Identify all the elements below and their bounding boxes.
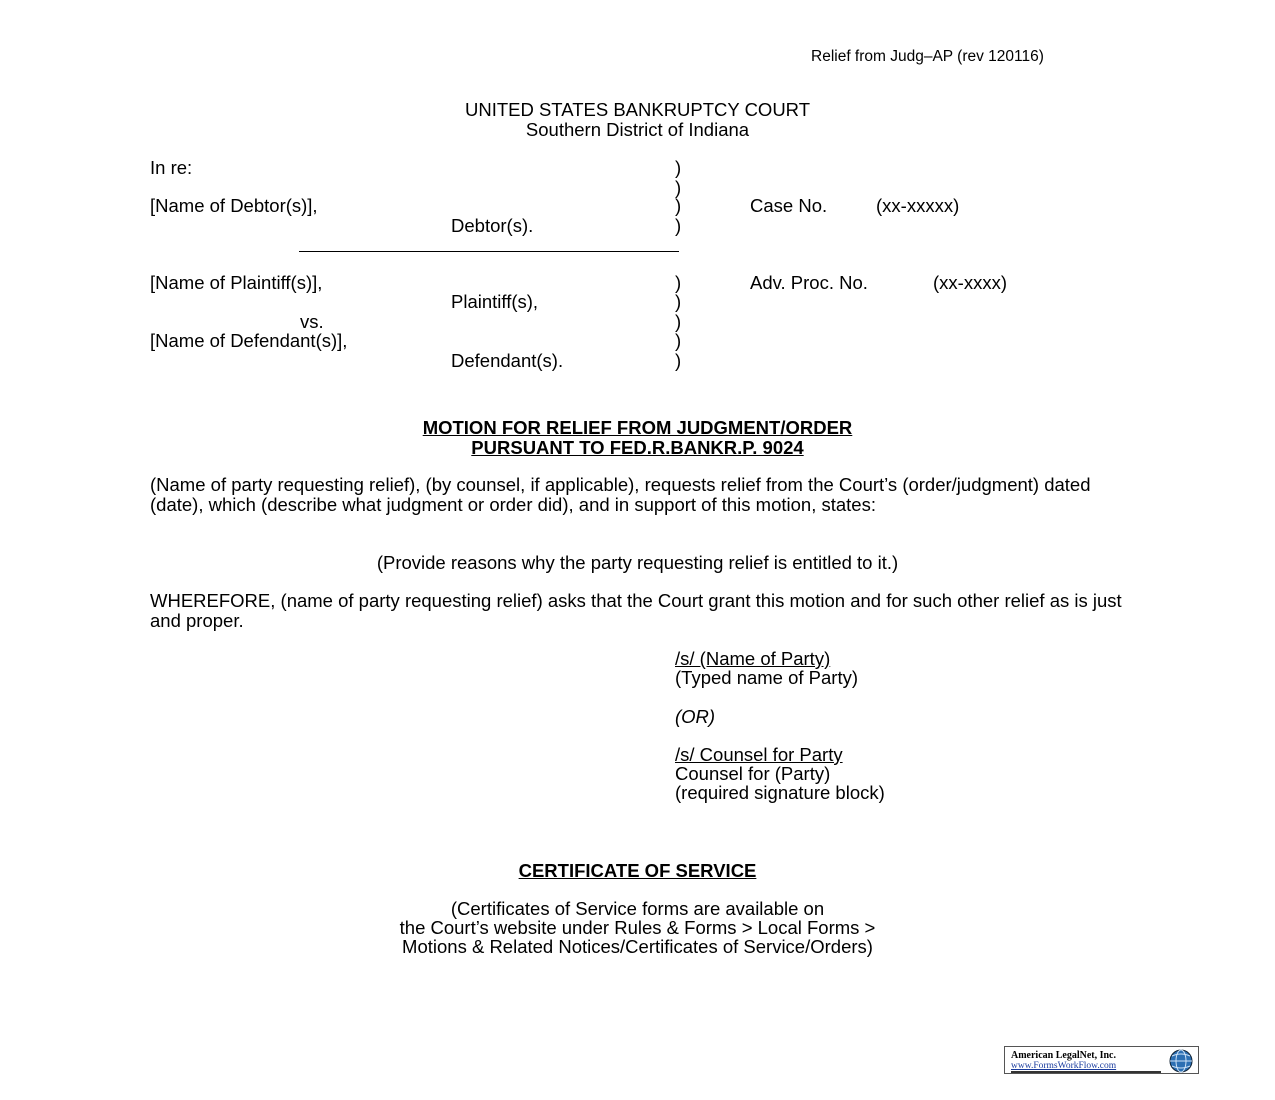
- in-re-label: In re:: [150, 157, 193, 178]
- logo-url-link[interactable]: www.FormsWorkFlow.com: [1011, 1061, 1117, 1071]
- form-id: Relief from Judg–AP (rev 120116): [811, 48, 1044, 65]
- wherefore-paragraph: WHEREFORE, (name of party requesting relief) asks that the Court grant this motion and for such other relief as is just and proper.: [150, 590, 1122, 631]
- adv-proc-value: (xx-xxxx): [933, 272, 1007, 293]
- court-district: Southern District of Indiana: [525, 119, 750, 140]
- logo-bar: [1011, 1071, 1161, 1073]
- party-typed-name: (Typed name of Party): [675, 667, 859, 688]
- certificate-line: (Certificates of Service forms are available on: [450, 898, 825, 919]
- reasons-paragraph: (Provide reasons why the party requesting relief is entitled to it.): [376, 552, 899, 573]
- intro-paragraph: (Name of party requesting relief), (by counsel, if applicable), requests relief from the Court’s (order/judgment) dated (date), which (describe what judgment or order did), and in support of this motion, states:: [150, 474, 1091, 515]
- plaintiff-name: [Name of Plaintiff(s)],: [150, 272, 323, 293]
- caption-divider: [299, 251, 679, 252]
- case-no-label: Case No.: [750, 195, 828, 216]
- counsel-signature: /s/ Counsel for Party: [675, 744, 843, 765]
- debtor-name: [Name of Debtor(s)],: [150, 195, 318, 216]
- motion-title-line1: MOTION FOR RELIEF FROM JUDGMENT/ORDER: [422, 417, 853, 438]
- court-name: UNITED STATES BANKRUPTCY COURT: [464, 99, 811, 120]
- counsel-signature-block: (required signature block): [675, 782, 885, 803]
- legalnet-logo[interactable]: [1004, 1046, 1199, 1074]
- certificate-line: the Court’s website under Rules & Forms > Local Forms >: [399, 917, 876, 938]
- caption-paren: ): [675, 157, 682, 178]
- certificate-heading: CERTIFICATE OF SERVICE: [518, 860, 757, 881]
- caption-paren: ): [675, 291, 682, 312]
- plaintiff-label: Plaintiff(s),: [451, 291, 539, 312]
- defendant-name: [Name of Defendant(s)],: [150, 330, 348, 351]
- caption-paren: ): [675, 350, 682, 371]
- caption-paren: ): [675, 272, 682, 293]
- caption-paren: ): [675, 330, 682, 351]
- caption-paren: ): [675, 195, 682, 216]
- vs-label: vs.: [300, 311, 324, 332]
- certificate-line: Motions & Related Notices/Certificates of Service/Orders): [402, 936, 873, 957]
- or-label: (OR): [675, 706, 716, 727]
- case-no-value: (xx-xxxxx): [876, 195, 960, 216]
- caption-paren: ): [675, 311, 682, 332]
- debtor-label: Debtor(s).: [451, 215, 534, 236]
- adv-proc-label: Adv. Proc. No.: [750, 272, 868, 293]
- logo-company: American LegalNet, Inc.: [1011, 1050, 1116, 1061]
- caption-paren: ): [675, 215, 682, 236]
- defendant-label: Defendant(s).: [451, 350, 564, 371]
- party-signature: /s/ (Name of Party): [675, 648, 831, 669]
- motion-title-line2: PURSUANT TO FED.R.BANKR.P. 9024: [471, 437, 804, 458]
- globe-icon: [1168, 1048, 1194, 1074]
- caption-paren: ): [675, 177, 682, 198]
- counsel-for: Counsel for (Party): [675, 763, 831, 784]
